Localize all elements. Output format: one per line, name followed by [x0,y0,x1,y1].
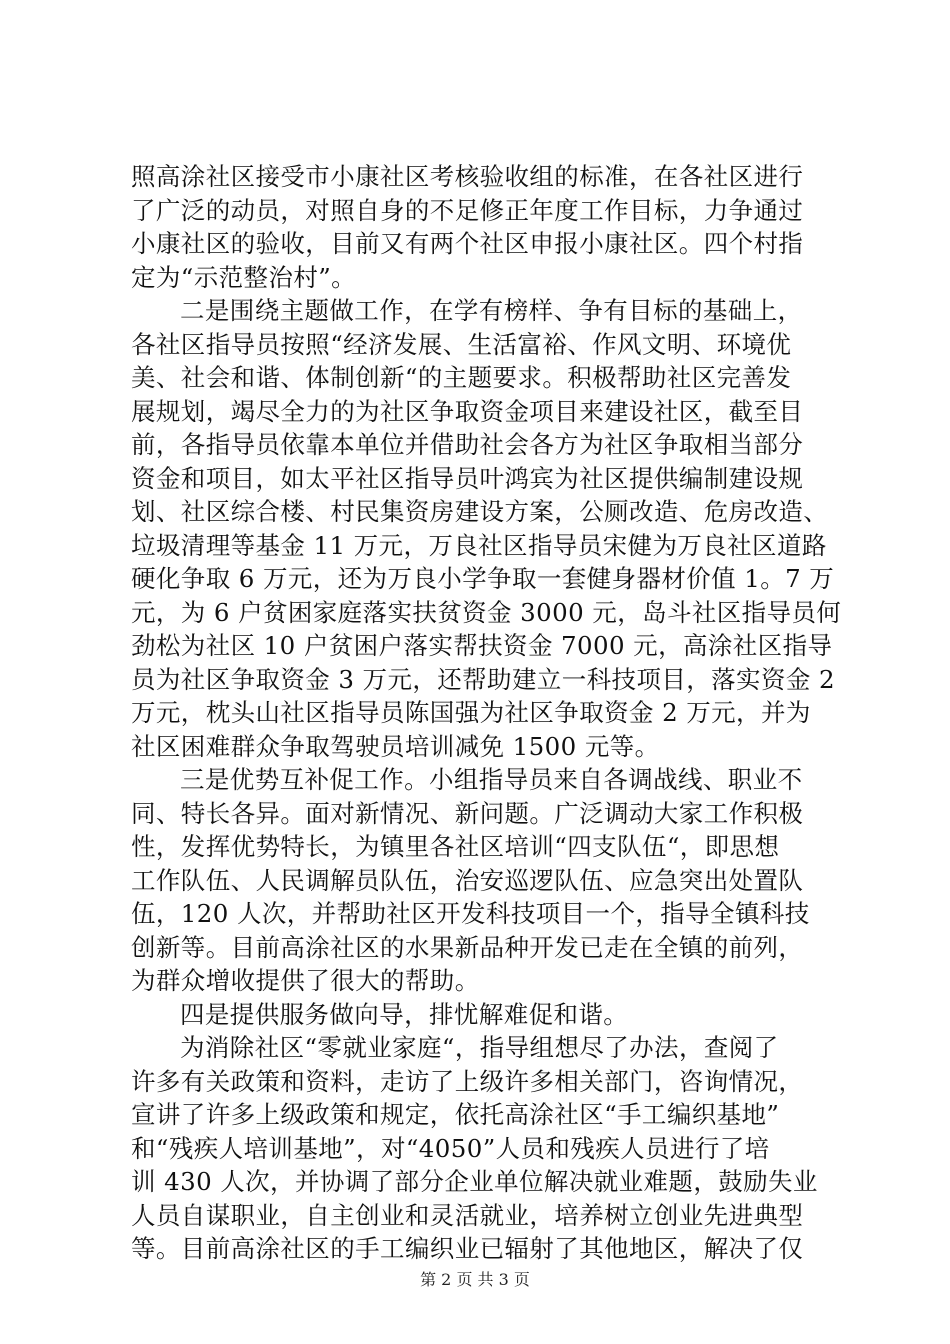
text-line: 各社区指导员按照“经济发展、生活富裕、作风文明、环境优 [131,329,792,359]
text-line: 伍，120 人次，并帮助社区开发科技项目一个，指导全镇科技 [131,899,810,928]
text-line: 工作队伍、人民调解员队伍，治安巡逻队伍、应急突出处置队 [131,865,804,895]
text-line: 前，各指导员依靠本单位并借助社会各方为社区争取相当部分 [131,430,804,459]
text-line: 展规划，竭尽全力的为社区争取资金项目来建设社区，截至目 [131,396,804,426]
text-line: 为消除社区“零就业家庭“，指导组想尽了办法，查阅了 [180,1033,779,1062]
document-body [131,160,842,1266]
text-line: 小康社区的验收，目前又有两个社区申报小康社区。四个村指 [131,229,804,258]
text-line: 元，为 6 户贫困家庭落实扶贫资金 3000 元，岛斗社区指导员何 [131,597,842,627]
text-line: 硬化争取 6 万元，还为万良小学争取一套健身器材价值 1。7 万 [131,564,835,593]
text-line: 万元，枕头山社区指导员陈国强为社区争取资金 2 万元，并为 [131,698,811,727]
text-line: 照高涂社区接受市小康社区考核验收组的标准，在各社区进行 [131,162,804,191]
text-line: 宣讲了许多上级政策和规定，依托高涂社区“手工编织基地” [131,1100,780,1129]
text-line: 劲松为社区 10 户贫困户落实帮扶资金 7000 元，高涂社区指导 [131,631,833,660]
text-line: 等。目前高涂社区的手工编织业已辐射了其他地区，解决了仅 [131,1234,804,1263]
text-line: 创新等。目前高涂社区的水果新品种开发已走在全镇的前列， [131,932,804,962]
text-line: 资金和项目，如太平社区指导员叶鸿宾为社区提供编制建设规 [131,463,804,493]
text-line: 四是提供服务做向导，排忧解难促和谐。 [180,999,629,1029]
text-line: 社区困难群众争取驾驶员培训减免 1500 元等。 [131,731,660,761]
text-line: 训 430 人次，并协调了部分企业单位解决就业难题，鼓励失业 [131,1167,818,1196]
page-number-footer: 第 2 页 共 3 页 [420,1270,530,1289]
text-line: 和“残疾人培训基地”，对“4050”人员和残疾人员进行了培 [131,1133,770,1163]
text-line: 三是优势互补促工作。小组指导员来自各调战线、职业不 [180,765,803,794]
text-line: 了广泛的动员，对照自身的不足修正年度工作目标，力争通过 [131,195,804,225]
text-line: 性，发挥优势特长，为镇里各社区培训“四支队伍“，即思想 [131,832,780,861]
text-line: 为群众增收提供了很大的帮助。 [131,966,480,995]
text-line: 美、社会和谐、体制创新“的主题要求。积极帮助社区完善发 [131,363,792,392]
text-line: 人员自谋职业，自主创业和灵活就业，培养树立创业先进典型 [131,1200,804,1230]
text-line: 同、特长各异。面对新情况、新问题。广泛调动大家工作积极 [131,798,804,828]
text-line: 许多有关政策和资料，走访了上级许多相关部门，咨询情况， [131,1066,804,1096]
text-line: 员为社区争取资金 3 万元，还帮助建立一科技项目，落实资金 2 [131,664,835,694]
text-line: 划、社区综合楼、村民集资房建设方案，公厕改造、危房改造、 [131,497,829,526]
text-line: 定为“示范整治村”。 [131,262,357,292]
text-line: 二是围绕主题做工作，在学有榜样、争有目标的基础上， [180,296,803,325]
text-line: 垃圾清理等基金 11 万元，万良社区指导员宋健为万良社区道路 [131,530,827,560]
